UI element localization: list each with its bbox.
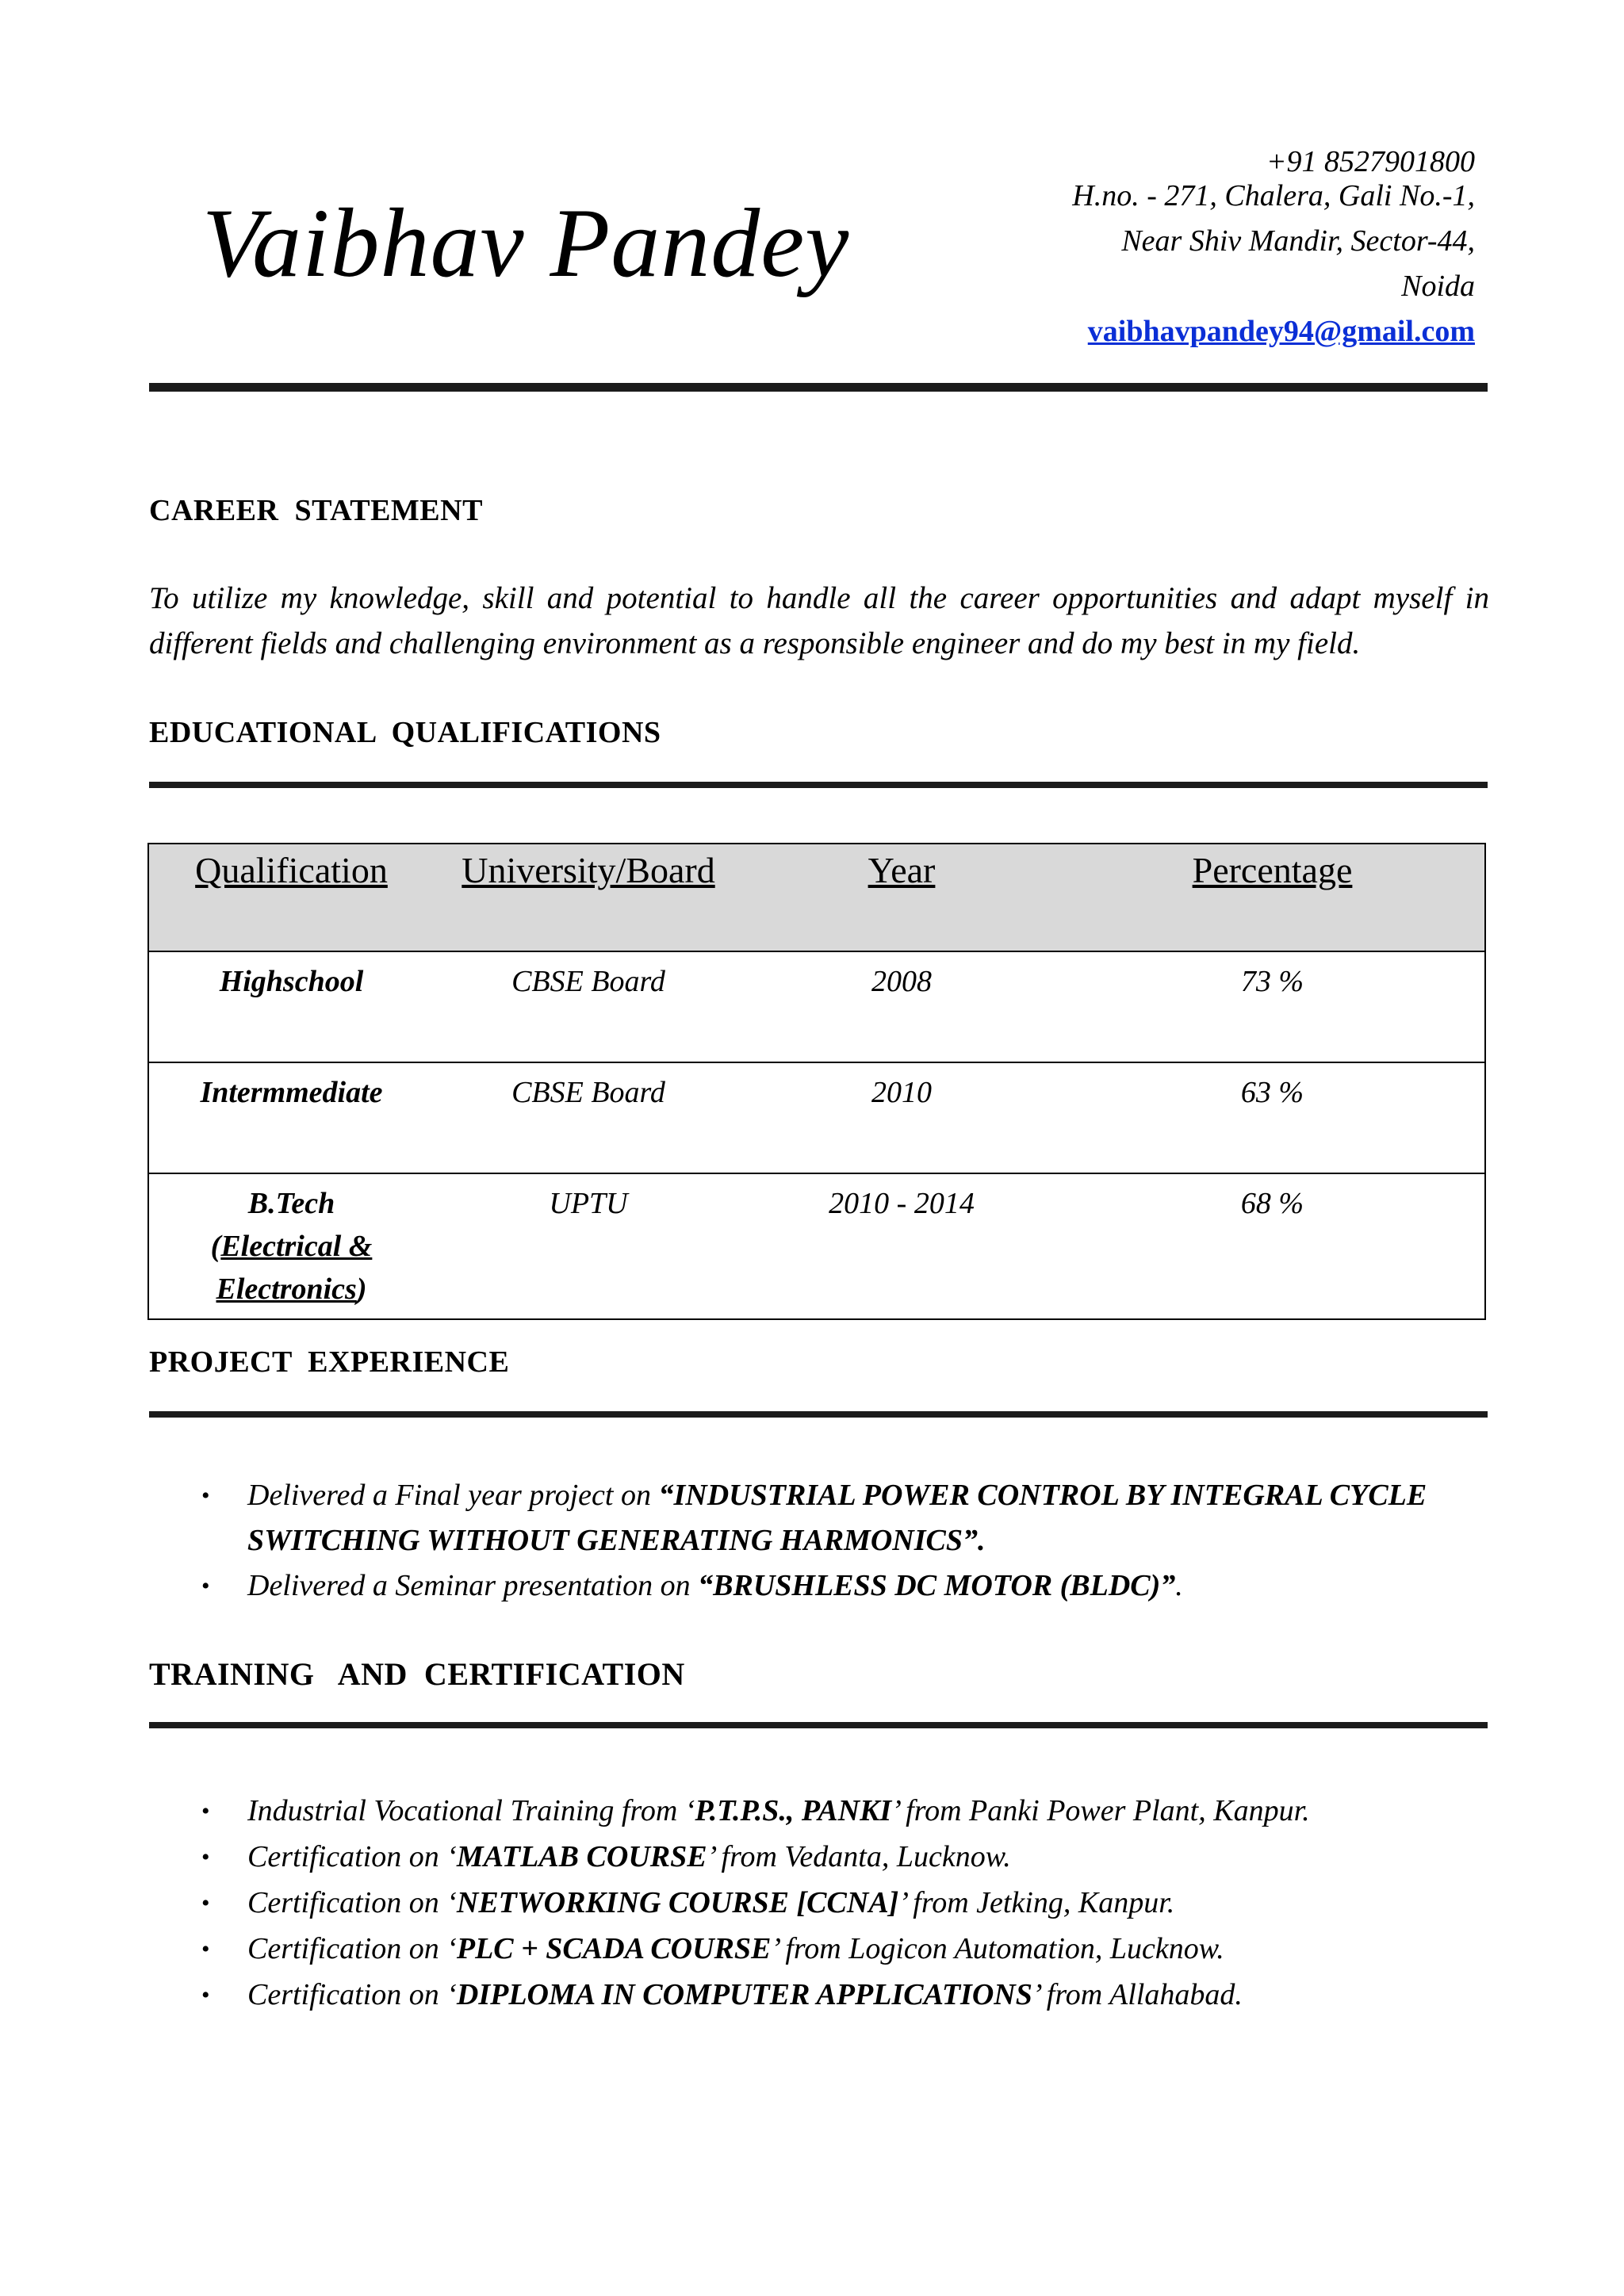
bullet-icon: • — [201, 1483, 210, 1509]
year-cell: 2010 — [743, 1062, 1060, 1173]
qualification-cell: B.Tech (Electrical & Electronics) — [148, 1173, 434, 1319]
list-item: • Certification on ‘DIPLOMA IN COMPUTER APPLICATIONS’ from Allahabad. — [198, 1973, 1499, 2018]
list-item: • Certification on ‘PLC + SCADA COURSE’ from Logicon Automation, Lucknow. — [198, 1927, 1499, 1972]
project-experience-heading: PROJECT EXPERIENCE — [149, 1345, 510, 1379]
training-list — [198, 1789, 1499, 2019]
qualification-branch-line-1: Electrical & — [220, 1230, 373, 1263]
percentage-cell: 63 % — [1060, 1062, 1485, 1173]
address-line-2: Near Shiv Mandir, Sector-44, — [1121, 224, 1475, 258]
year-cell: 2010 - 2014 — [743, 1173, 1060, 1319]
education-table — [147, 843, 1486, 1320]
table-row — [148, 951, 1485, 1062]
project-list — [198, 1473, 1499, 1609]
bullet-icon: • — [201, 1573, 210, 1599]
project-divider — [149, 1411, 1488, 1418]
year-cell: 2008 — [743, 951, 1060, 1062]
column-header-university: University/Board — [434, 844, 743, 951]
phone-number: +91 8527901800 — [1266, 145, 1475, 178]
table-header-row — [148, 844, 1485, 951]
list-item: • Delivered a Seminar presentation on “BRUSHLESS DC MOTOR (BLDC)”. — [198, 1563, 1499, 1609]
qualification-branch-line-2: Electronics — [216, 1272, 357, 1306]
board-cell: CBSE Board — [434, 1062, 743, 1173]
career-statement-text: To utilize my knowledge, skill and potential to handle all the career opportunities and adapt myself in different fields and challenging environment as a responsible engineer and do my best in my field. — [149, 581, 1489, 660]
list-item: • Certification on ‘MATLAB COURSE’ from Vedanta, Lucknow. — [198, 1835, 1499, 1880]
board-cell: CBSE Board — [434, 951, 743, 1062]
column-header-year: Year — [743, 844, 1060, 951]
bullet-icon: • — [201, 1844, 210, 1870]
bullet-icon: • — [201, 1798, 210, 1824]
percentage-cell: 73 % — [1060, 951, 1485, 1062]
bullet-icon: • — [201, 1890, 210, 1916]
qualification-cell: Highschool — [148, 951, 434, 1062]
career-statement-heading: CAREER STATEMENT — [149, 494, 483, 527]
candidate-name: Vaibhav Pandey — [202, 189, 850, 297]
table-row — [148, 1062, 1485, 1173]
list-item: • Industrial Vocational Training from ‘P.T.P.S., PANKI’ from Panki Power Plant, Kanpur. — [198, 1789, 1499, 1834]
header-divider — [149, 383, 1488, 392]
qualification-degree: B.Tech — [247, 1187, 335, 1220]
training-divider — [149, 1722, 1488, 1728]
qualification-cell: Intermmediate — [148, 1062, 434, 1173]
list-item: • Delivered a Final year project on “INDUSTRIAL POWER CONTROL BY INTEGRAL CYCLE SWITCHING WITHOUT GENERATING HARMONICS”. — [198, 1473, 1499, 1563]
bullet-icon: • — [201, 1936, 210, 1962]
list-item: • Certification on ‘NETWORKING COURSE [CCNA]’ from Jetking, Kanpur. — [198, 1881, 1499, 1926]
column-header-percentage: Percentage — [1060, 844, 1485, 951]
bullet-icon: • — [201, 1982, 210, 2008]
address-line-1: H.no. - 271, Chalera, Gali No.-1, — [1072, 179, 1475, 212]
percentage-cell: 68 % — [1060, 1173, 1485, 1319]
board-cell: UPTU — [434, 1173, 743, 1319]
address-line-3: Noida — [1401, 270, 1475, 303]
table-row — [148, 1173, 1485, 1319]
education-heading: EDUCATIONAL QUALIFICATIONS — [149, 716, 661, 749]
column-header-qualification: Qualification — [148, 844, 434, 951]
contact-block — [841, 140, 1475, 354]
training-heading: TRAINING AND CERTIFICATION — [149, 1656, 685, 1692]
education-divider — [149, 782, 1488, 788]
email-link[interactable]: vaibhavpandey94@gmail.com — [1087, 315, 1475, 348]
